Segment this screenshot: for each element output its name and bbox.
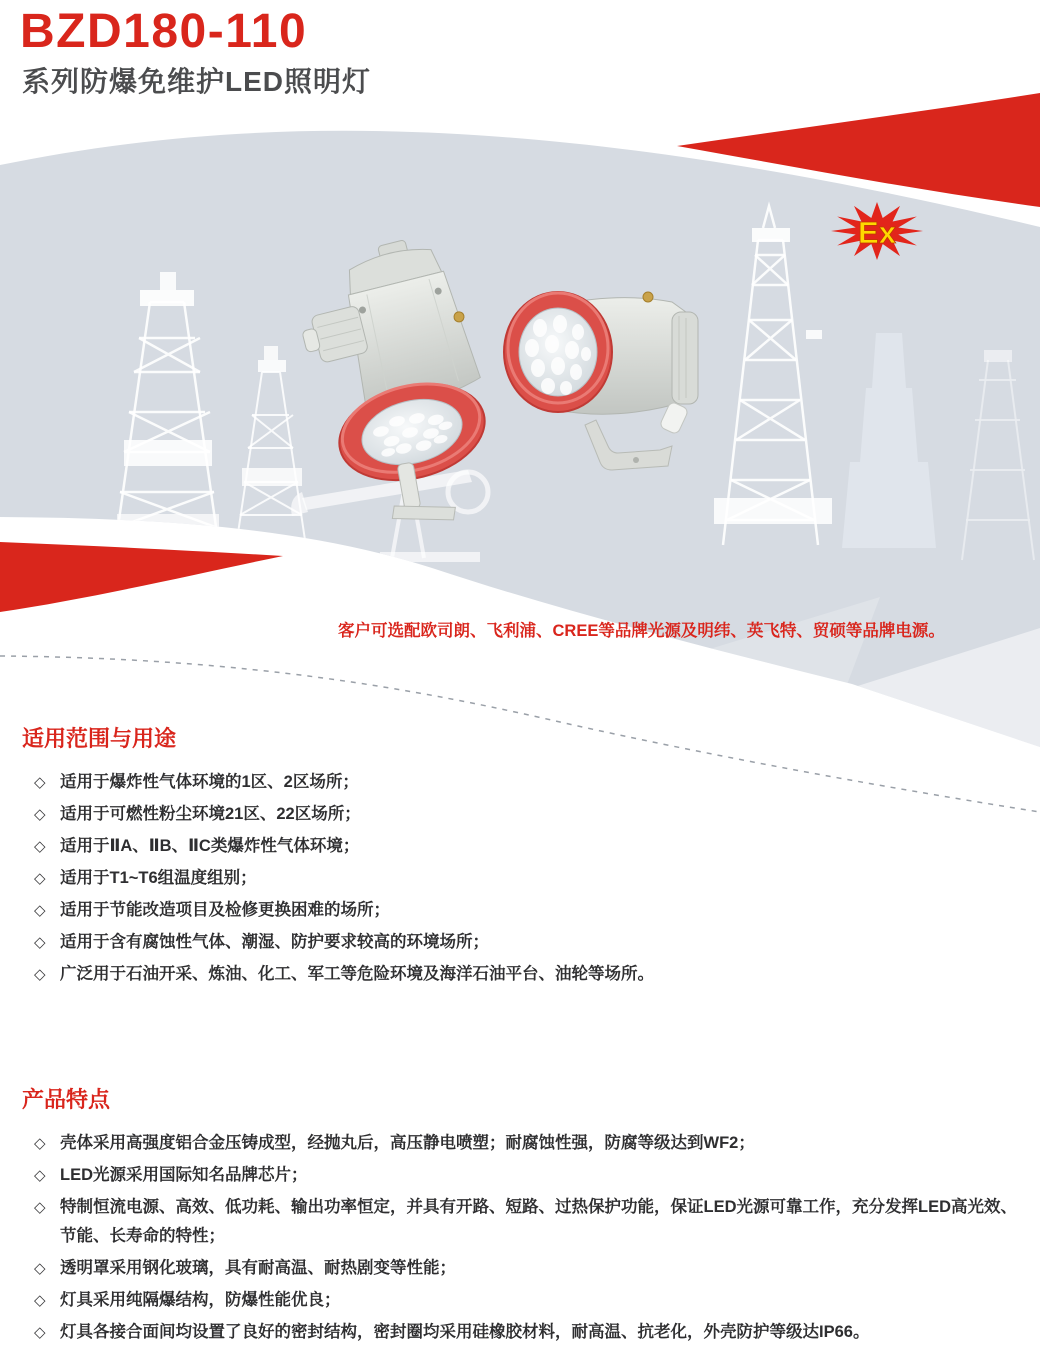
list-item (22, 896, 1022, 925)
diamond-bullet-icon: ◇ (34, 1324, 46, 1341)
list-item-text: 灯具各接合面间均设置了良好的密封结构，密封圈均采用硅橡胶材料，耐高温、抗老化，外壳防护等级达IP66。 (60, 1323, 870, 1341)
list-item (22, 960, 1022, 989)
list-item-text: 透明罩采用钢化玻璃，具有耐高温、耐热剧变等性能； (60, 1259, 456, 1277)
list-item-text: 适用于节能改造项目及检修更换困难的场所； (60, 901, 390, 919)
diamond-bullet-icon: ◇ (34, 806, 46, 823)
list-item (22, 1286, 1022, 1315)
list-item (22, 800, 1022, 829)
brand-note: 客户可选配欧司朗、飞利浦、CREE等品牌光源及明纬、英飞特、贸硕等品牌电源。 (338, 622, 945, 640)
list-item-text: LED光源采用国际知名品牌芯片； (60, 1166, 308, 1184)
list-item-text: 广泛用于石油开采、炼油、化工、军工等危险环境及海洋石油平台、油轮等场所。 (60, 965, 654, 983)
list-item-text: 适用于T1~T6组温度组别； (60, 869, 257, 887)
diamond-bullet-icon: ◇ (34, 934, 46, 951)
diamond-bullet-icon: ◇ (34, 966, 46, 983)
diamond-bullet-icon: ◇ (34, 902, 46, 919)
list-item-text: 适用于含有腐蚀性气体、潮湿、防护要求较高的环境场所； (60, 933, 489, 951)
list-item (22, 1193, 1022, 1251)
list-item (22, 832, 1022, 861)
scope-list (22, 768, 1022, 989)
diamond-bullet-icon: ◇ (34, 838, 46, 855)
list-item-text: 适用于ⅡA、ⅡB、ⅡC类爆炸性气体环境； (60, 837, 360, 855)
list-item-text: 适用于可燃性粉尘环境21区、22区场所； (60, 805, 361, 823)
list-item (22, 1129, 1022, 1158)
diamond-bullet-icon: ◇ (34, 870, 46, 887)
list-item (22, 1254, 1022, 1283)
list-item-text: 灯具采用纯隔爆结构，防爆性能优良； (60, 1291, 341, 1309)
section-title: 产品特点 (22, 1087, 111, 1112)
section-product-features (22, 1083, 1022, 1350)
ex-badge-label: Ex (858, 215, 896, 250)
red-swoosh-left (0, 542, 283, 612)
list-item-text: 特制恒流电源、高效、低功耗、输出功率恒定，并具有开路、短路、过热保护功能，保证LED光源可靠工作，充分发挥LED高光效、节能、长寿命的特性； (60, 1198, 1017, 1245)
list-item (22, 928, 1022, 957)
section-title: 适用范围与用途 (22, 726, 177, 751)
diamond-bullet-icon: ◇ (34, 1199, 46, 1216)
diamond-bullet-icon: ◇ (34, 1292, 46, 1309)
list-item (22, 864, 1022, 893)
diamond-bullet-icon: ◇ (34, 1260, 46, 1277)
features-list (22, 1129, 1022, 1347)
diamond-bullet-icon: ◇ (34, 774, 46, 791)
list-item (22, 1161, 1022, 1190)
list-item (22, 1318, 1022, 1347)
list-item-text: 适用于爆炸性气体环境的1区、2区场所； (60, 773, 359, 791)
section-scope-of-application (22, 722, 1022, 992)
page-subtitle: 系列防爆免维护LED照明灯 (22, 66, 372, 97)
list-item (22, 768, 1022, 797)
diamond-bullet-icon: ◇ (34, 1167, 46, 1184)
list-item-text: 壳体采用高强度铝合金压铸成型，经抛丸后，高压静电喷塑；耐腐蚀性强，防腐等级达到WF2； (60, 1134, 755, 1152)
diamond-bullet-icon: ◇ (34, 1135, 46, 1152)
page-title-model: BZD180-110 (20, 5, 308, 58)
